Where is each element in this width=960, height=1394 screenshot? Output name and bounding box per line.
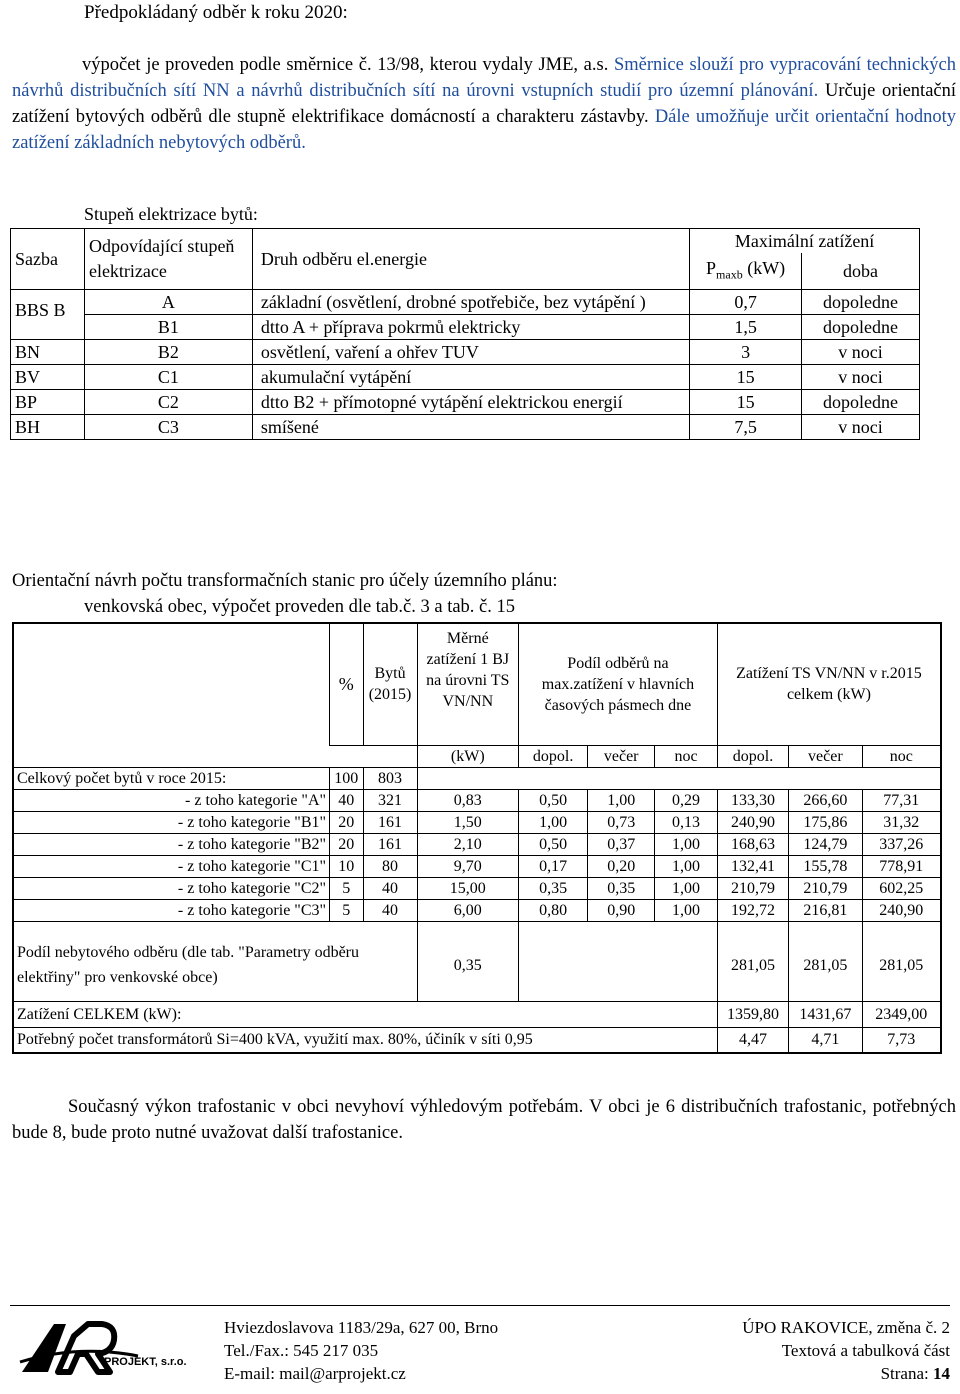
table-cell: 0,7 bbox=[690, 290, 802, 315]
table2-title-line: Orientační návrh počtu transformačních stanic pro účely územního plánu: bbox=[12, 571, 558, 591]
table-cell: dtto A + příprava pokrmů elektricky bbox=[252, 315, 689, 340]
nonres-label: Podíl nebytového odběru (dle tab. "Parametry odběru elektřiny" pro venkovské obce) bbox=[13, 921, 417, 1001]
table1-group-header: Stupeň elektrizace bytů: bbox=[84, 204, 258, 224]
table-cell: 40 bbox=[363, 877, 417, 899]
table-cell: 1,00 bbox=[588, 789, 655, 811]
table-cell: 337,26 bbox=[862, 833, 941, 855]
footer-section: Textová a tabulková část bbox=[781, 1341, 950, 1360]
table-cell: 7,73 bbox=[862, 1027, 941, 1053]
table-cell: - z toho kategorie "C2" bbox=[13, 877, 330, 899]
table-cell: 20 bbox=[330, 811, 363, 833]
table-cell: 168,63 bbox=[717, 833, 788, 855]
transformer-table bbox=[12, 622, 942, 1054]
table-cell: BH bbox=[11, 415, 85, 440]
table-cell: 124,79 bbox=[789, 833, 862, 855]
table-cell: dtto B2 + přímotopné vytápění elektrickou energií bbox=[252, 390, 689, 415]
table-cell: 0,73 bbox=[588, 811, 655, 833]
intro-text-2: Směrnice slouží pro vypracování technických návrhů distribučních sítí NN a návrhů distribučních sítí na úrovni vstupních studií pro územní plánování. bbox=[12, 55, 956, 101]
celkem-label: Zatížení CELKEM (kW): bbox=[13, 1001, 717, 1027]
table-cell: 0,13 bbox=[655, 811, 718, 833]
table-cell: základní (osvětlení, drobné spotřebiče, bez vytápění ) bbox=[252, 290, 689, 315]
table-cell: dopoledne bbox=[802, 290, 920, 315]
col-merne-unit: (kW) bbox=[417, 745, 519, 767]
table-cell: 5 bbox=[330, 899, 363, 921]
col-sub: večer bbox=[789, 745, 862, 767]
table-cell bbox=[519, 921, 718, 1001]
table-cell: 0,90 bbox=[588, 899, 655, 921]
footer-email: E-mail: mail@arprojekt.cz bbox=[224, 1364, 406, 1383]
col-sub: dopol. bbox=[519, 745, 588, 767]
table-cell: 281,05 bbox=[717, 921, 788, 1001]
table-cell: 5 bbox=[330, 877, 363, 899]
table-cell: 210,79 bbox=[717, 877, 788, 899]
table-cell: 602,25 bbox=[862, 877, 941, 899]
intro-paragraph bbox=[12, 52, 956, 156]
table-cell: C1 bbox=[84, 365, 252, 390]
electrification-table bbox=[10, 228, 920, 440]
footer-address: Hviezdoslavova 1183/29a, 627 00, Brno bbox=[224, 1318, 499, 1337]
table-cell: - z toho kategorie "A" bbox=[13, 789, 330, 811]
col-pmax: $P_{maxb}$ (kW) bbox=[690, 253, 802, 290]
page-number: 14 bbox=[933, 1364, 950, 1383]
table-cell: v noci bbox=[802, 340, 920, 365]
table-cell: 133,30 bbox=[717, 789, 788, 811]
table-cell: dopoledne bbox=[802, 315, 920, 340]
intro-text-4: Dále umožňuje určit orientační hodnoty zatížení základních nebytových odběrů. bbox=[12, 107, 957, 153]
table-cell: - z toho kategorie "C1" bbox=[13, 855, 330, 877]
table-cell: BBS B bbox=[11, 290, 85, 340]
table-cell: 1431,67 bbox=[789, 1001, 862, 1027]
table-cell: 132,41 bbox=[717, 855, 788, 877]
table-cell: 778,91 bbox=[862, 855, 941, 877]
table-cell: 2,10 bbox=[417, 833, 519, 855]
table-cell: BP bbox=[11, 390, 85, 415]
intro-text-3: Určuje orientační zatížení bytových odběrů dle stupně elektrifikace domácností a charakteru zástavby. bbox=[12, 81, 957, 127]
table-cell: 6,00 bbox=[417, 899, 519, 921]
table-cell: 15 bbox=[690, 365, 802, 390]
closing-paragraph: Současný výkon trafostanic v obci nevyhoví výhledovým potřebám. V obci je 6 distribučních trafostanic, potřebných bude 8, bude proto nutné uvažovat další trafostanice. bbox=[12, 1097, 956, 1143]
table-cell: 0,35 bbox=[588, 877, 655, 899]
total-label: Celkový počet bytů v roce 2015: bbox=[13, 767, 330, 789]
table-cell: 1,50 bbox=[417, 811, 519, 833]
table-cell: 10 bbox=[330, 855, 363, 877]
table-cell: 4,71 bbox=[789, 1027, 862, 1053]
page-label: Strana: bbox=[880, 1364, 933, 1383]
table-cell: smíšené bbox=[252, 415, 689, 440]
footer-page bbox=[742, 1362, 950, 1385]
table-cell: 281,05 bbox=[789, 921, 862, 1001]
table2-subtitle: venkovská obec, výpočet proveden dle tab.č. 3 a tab. č. 15 bbox=[84, 597, 516, 617]
table-cell: 0,80 bbox=[519, 899, 588, 921]
table-cell: 803 bbox=[363, 767, 417, 789]
table-cell: 1,00 bbox=[655, 877, 718, 899]
table-cell: 210,79 bbox=[789, 877, 862, 899]
table-cell: BV bbox=[11, 365, 85, 390]
footer-divider bbox=[10, 1305, 950, 1306]
table-cell: 175,86 bbox=[789, 811, 862, 833]
footer-phone: Tel./Fax.: 545 217 035 bbox=[224, 1341, 379, 1360]
table-cell: 281,05 bbox=[862, 921, 941, 1001]
col-pct: % bbox=[330, 623, 363, 745]
table-cell bbox=[13, 623, 330, 745]
table-cell: 2349,00 bbox=[862, 1001, 941, 1027]
table-cell: A bbox=[84, 290, 252, 315]
col-sub: večer bbox=[588, 745, 655, 767]
col-byty: Bytů (2015) bbox=[363, 623, 417, 745]
col-max: Maximální zatížení bbox=[690, 229, 920, 254]
page-heading: Předpokládaný odběr k roku 2020: bbox=[84, 2, 348, 23]
ar-logo-icon bbox=[18, 1316, 218, 1378]
table-cell: 155,78 bbox=[789, 855, 862, 877]
table-cell: 1,5 bbox=[690, 315, 802, 340]
col-podil: Podíl odběrů na max.zatížení v hlavních časových pásmech dne bbox=[519, 623, 718, 745]
intro-text-1: výpočet je proveden podle směrnice č. 13/98, kterou vydaly JME, a.s. bbox=[82, 55, 609, 75]
table-cell: 1,00 bbox=[655, 899, 718, 921]
table-cell bbox=[13, 745, 330, 767]
table-cell: 192,72 bbox=[717, 899, 788, 921]
table-cell: 1,00 bbox=[655, 855, 718, 877]
table-cell: 240,90 bbox=[717, 811, 788, 833]
table-cell: 240,90 bbox=[862, 899, 941, 921]
table-cell: 0,17 bbox=[519, 855, 588, 877]
table-cell: - z toho kategorie "B1" bbox=[13, 811, 330, 833]
footer-project: ÚPO RAKOVICE, změna č. 2 bbox=[742, 1318, 950, 1337]
table-cell: 40 bbox=[363, 899, 417, 921]
col-sub: noc bbox=[862, 745, 941, 767]
table-cell: C3 bbox=[84, 415, 252, 440]
table-cell: 1,00 bbox=[655, 833, 718, 855]
table-cell: - z toho kategorie "C3" bbox=[13, 899, 330, 921]
col-sub: noc bbox=[655, 745, 718, 767]
company-logo bbox=[18, 1316, 218, 1378]
table-cell: B2 bbox=[84, 340, 252, 365]
table-cell: 40 bbox=[330, 789, 363, 811]
table-cell: - z toho kategorie "B2" bbox=[13, 833, 330, 855]
table-cell: akumulační vytápění bbox=[252, 365, 689, 390]
table-cell: 15,00 bbox=[417, 877, 519, 899]
table-cell: 216,81 bbox=[789, 899, 862, 921]
table-cell: BN bbox=[11, 340, 85, 365]
table-cell: v noci bbox=[802, 365, 920, 390]
table-cell: 0,29 bbox=[655, 789, 718, 811]
table-cell: 20 bbox=[330, 833, 363, 855]
table-cell: 0,83 bbox=[417, 789, 519, 811]
table-cell: 4,47 bbox=[717, 1027, 788, 1053]
col-zatizeni: Zatížení TS VN/NN v r.2015 celkem (kW) bbox=[717, 623, 941, 745]
table-cell: 80 bbox=[363, 855, 417, 877]
table-cell: 0,50 bbox=[519, 789, 588, 811]
table-cell bbox=[417, 767, 941, 789]
col-druh: Druh odběru el.energie bbox=[252, 229, 689, 290]
table-cell: 266,60 bbox=[789, 789, 862, 811]
table-cell: 100 bbox=[330, 767, 363, 789]
trafo-label: Potřebný počet transformátorů Si=400 kVA, využití max. 80%, účiník v síti 0,95 bbox=[13, 1027, 717, 1053]
table-cell bbox=[363, 745, 417, 767]
table-cell: B1 bbox=[84, 315, 252, 340]
table-cell: 0,35 bbox=[519, 877, 588, 899]
footer-address-block bbox=[224, 1316, 498, 1385]
col-merne: Měrné zatížení 1 BJ na úrovni TS VN/NN bbox=[417, 623, 519, 745]
table2-title bbox=[12, 568, 558, 620]
table-cell: 0,37 bbox=[588, 833, 655, 855]
table-cell: 31,32 bbox=[862, 811, 941, 833]
table-cell: 3 bbox=[690, 340, 802, 365]
footer-project-block bbox=[742, 1316, 950, 1385]
table-cell: v noci bbox=[802, 415, 920, 440]
table-cell: 15 bbox=[690, 390, 802, 415]
table-cell: 7,5 bbox=[690, 415, 802, 440]
table-cell: dopoledne bbox=[802, 390, 920, 415]
col-stupen: Odpovídající stupeň elektrizace bbox=[84, 229, 252, 290]
table-cell: 1359,80 bbox=[717, 1001, 788, 1027]
table-cell: 321 bbox=[363, 789, 417, 811]
table-cell: 161 bbox=[363, 811, 417, 833]
table-cell: 1,00 bbox=[519, 811, 588, 833]
table-cell: 0,20 bbox=[588, 855, 655, 877]
table-cell: C2 bbox=[84, 390, 252, 415]
logo-text: PROJEKT, s.r.o. bbox=[104, 1356, 187, 1368]
table-cell: 9,70 bbox=[417, 855, 519, 877]
col-doba: doba bbox=[802, 253, 920, 290]
table-cell: 161 bbox=[363, 833, 417, 855]
table-cell: osvětlení, vaření a ohřev TUV bbox=[252, 340, 689, 365]
table-cell: 0,35 bbox=[417, 921, 519, 1001]
col-sub: dopol. bbox=[717, 745, 788, 767]
table-cell bbox=[330, 745, 363, 767]
col-sazba: Sazba bbox=[11, 229, 85, 290]
table-cell: 77,31 bbox=[862, 789, 941, 811]
table-cell: 0,50 bbox=[519, 833, 588, 855]
